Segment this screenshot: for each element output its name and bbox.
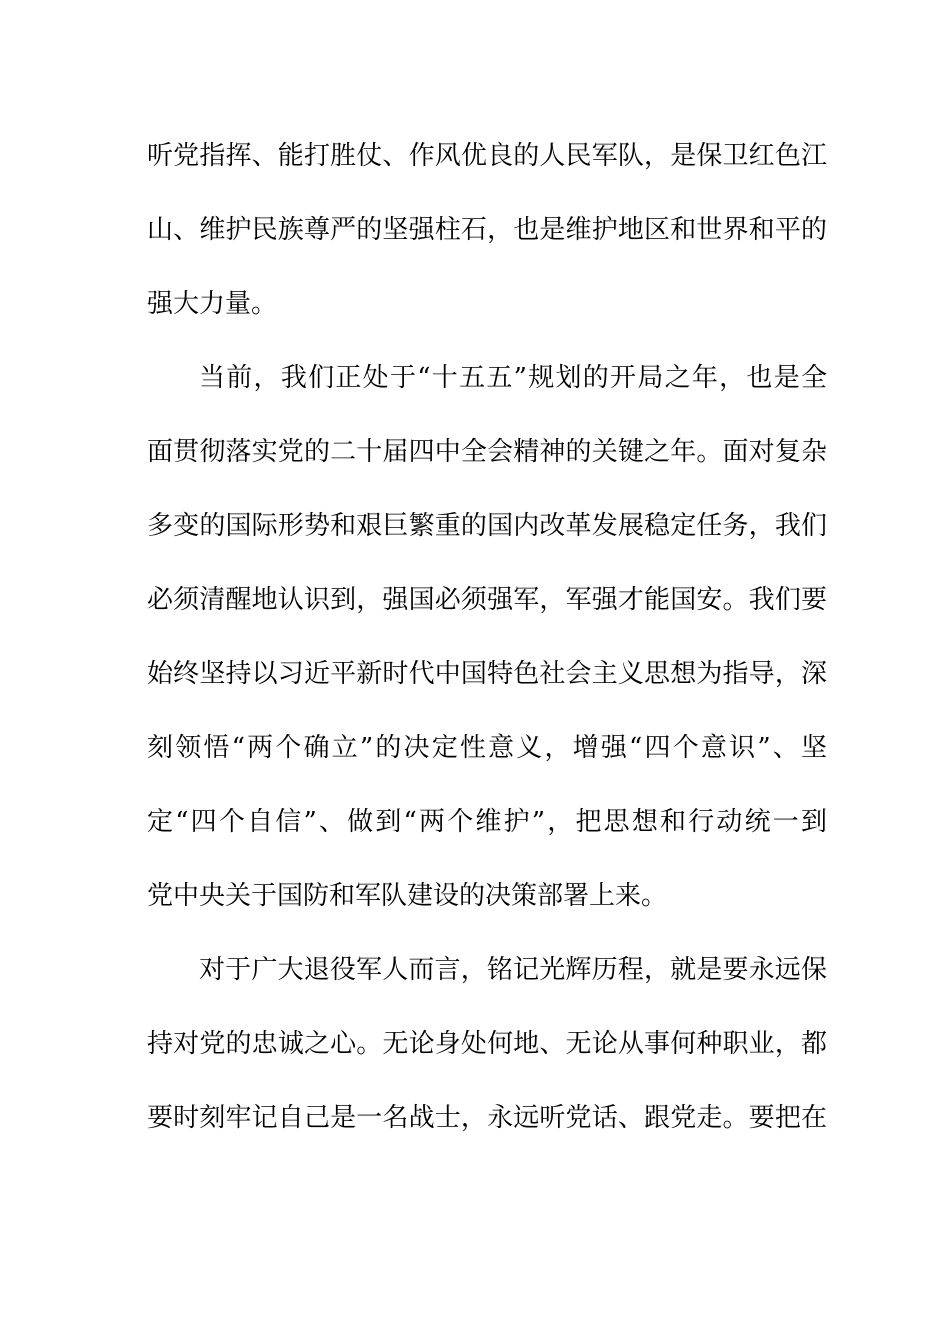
paragraph-line: 必须清醒地认识到，强国必须强军，军强才能国安。我们要 bbox=[147, 585, 827, 615]
paragraph-line: 持对党的忠诚之心。无论身处何地、无论从事何种职业，都 bbox=[147, 1029, 827, 1059]
paragraph-line: 对于广大退役军人而言，铭记光辉历程，就是要永远保 bbox=[199, 955, 827, 985]
paragraph-line: 面贯彻落实党的二十届四中全会精神的关键之年。面对复杂 bbox=[147, 437, 827, 467]
paragraph-line: 定“四个自信”、做到“两个维护”，把思想和行动统一到 bbox=[147, 807, 827, 837]
paragraph-line: 山、维护民族尊严的坚强柱石，也是维护地区和世界和平的 bbox=[147, 215, 827, 245]
paragraph-line: 党中央关于国防和军队建设的决策部署上来。 bbox=[147, 881, 668, 911]
paragraph-line: 当前，我们正处于“十五五”规划的开局之年，也是全 bbox=[199, 363, 827, 393]
paragraph-line: 始终坚持以习近平新时代中国特色社会主义思想为指导，深 bbox=[147, 659, 827, 689]
paragraph-line: 强大力量。 bbox=[147, 289, 278, 319]
paragraph-line: 刻领悟“两个确立”的决定性意义，增强“四个意识”、坚 bbox=[147, 733, 827, 763]
paragraph-line: 听党指挥、能打胜仗、作风优良的人民军队，是保卫红色江 bbox=[147, 141, 827, 171]
paragraph-line: 多变的国际形势和艰巨繁重的国内改革发展稳定任务，我们 bbox=[147, 511, 827, 541]
paragraph-line: 要时刻牢记自己是一名战士，永远听党话、跟党走。要把在 bbox=[147, 1103, 827, 1133]
